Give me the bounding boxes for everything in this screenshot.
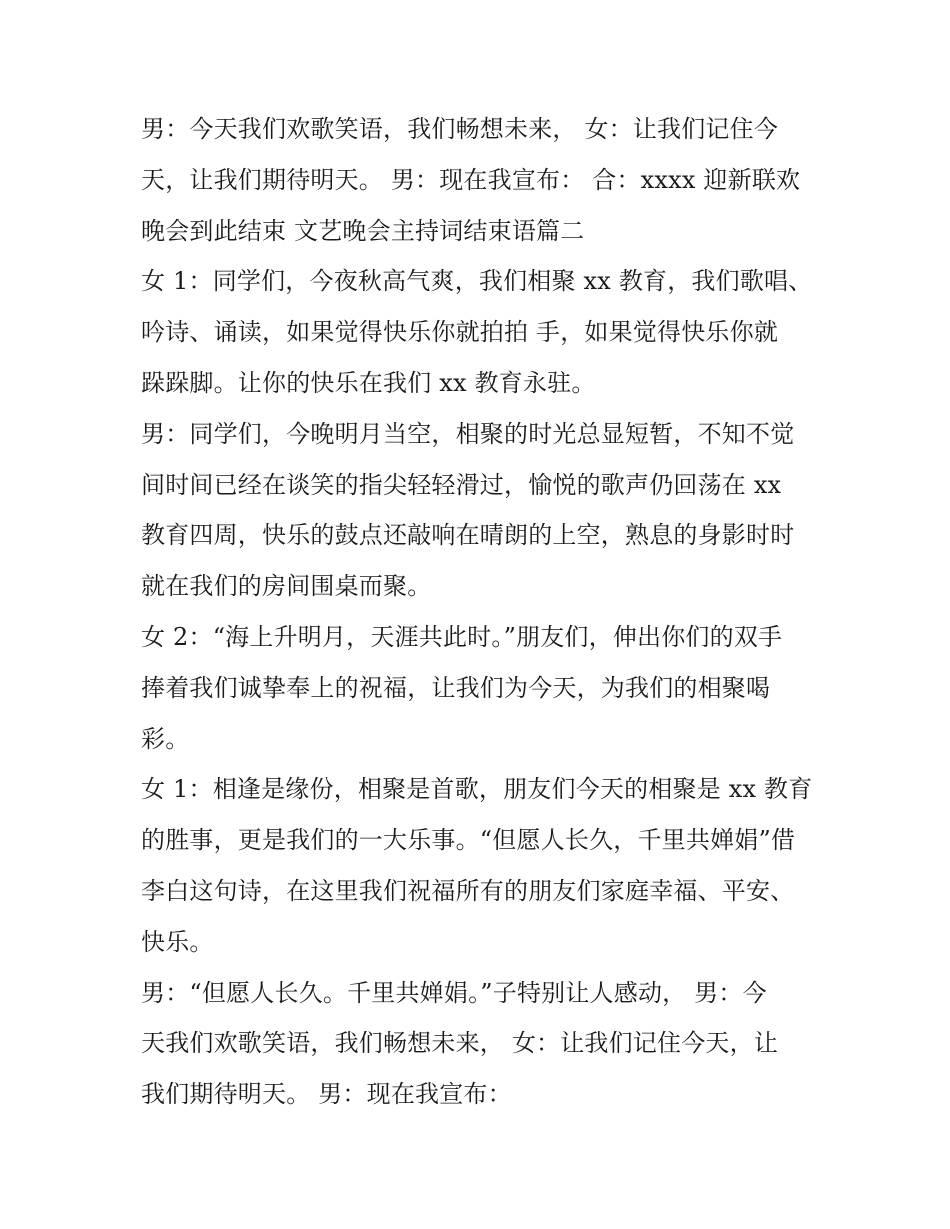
text-line: 李白这句诗，在这里我们祝福所有的朋友们家庭幸福、平安、 (141, 876, 795, 905)
text-line: 捧着我们诚挚奉上的祝福，让我们为今天，为我们的相聚喝 (141, 673, 771, 702)
text-line: 跺跺脚。让你的快乐在我们 xx 教育永驻。 (141, 368, 596, 397)
text-line: 晚会到此结束 文艺晚会主持词结束语篇二 (141, 216, 585, 245)
text-line: 的胜事，更是我们的一大乐事。“但愿人长久，千里共婵娟”借 (141, 826, 796, 855)
document-body (141, 104, 821, 1120)
text-line: 男：同学们，今晚明月当空，相聚的时光总显短暂，不知不觉 (141, 419, 795, 448)
text-line: 女 1：同学们，今夜秋高气爽，我们相聚 xx 教育，我们歌唱、 (141, 267, 813, 296)
text-line: 天我们欢歌笑语，我们畅想未来， 女：让我们记住今天，让 (141, 1029, 779, 1058)
text-line: 男：今天我们欢歌笑语，我们畅想未来， 女：让我们记住今 (141, 115, 779, 143)
text-line: 间时间已经在谈笑的指尖轻轻滑过，愉悦的歌声仍回荡在 xx (141, 470, 782, 499)
text-line: 吟诗、诵读，如果觉得快乐你就拍拍 手，如果觉得快乐你就 (141, 318, 779, 347)
text-line: 男：“但愿人长久。千里共婵娟。”子特别让人感动， 男：今 (141, 978, 767, 1007)
text-line: 天，让我们期待明天。 男：现在我宣布： 合：xxxx 迎新联欢 (141, 165, 801, 194)
text-line: 女 1：相逢是缘份，相聚是首歌，朋友们今天的相聚是 xx 教育 (141, 775, 813, 804)
text-line: 教育四周，快乐的鼓点还敲响在晴朗的上空，熟息的身影时时 (141, 521, 795, 550)
text-line: 我们期待明天。 男：现在我宣布： (141, 1080, 512, 1109)
text-line: 就在我们的房间围桌而聚。 (141, 572, 432, 601)
text-line: 快乐。 (141, 927, 214, 956)
text-line: 女 2：“海上升明月，天涯共此时。”朋友们，伸出你们的双手 (141, 622, 783, 651)
text-line: 彩。 (141, 724, 190, 753)
